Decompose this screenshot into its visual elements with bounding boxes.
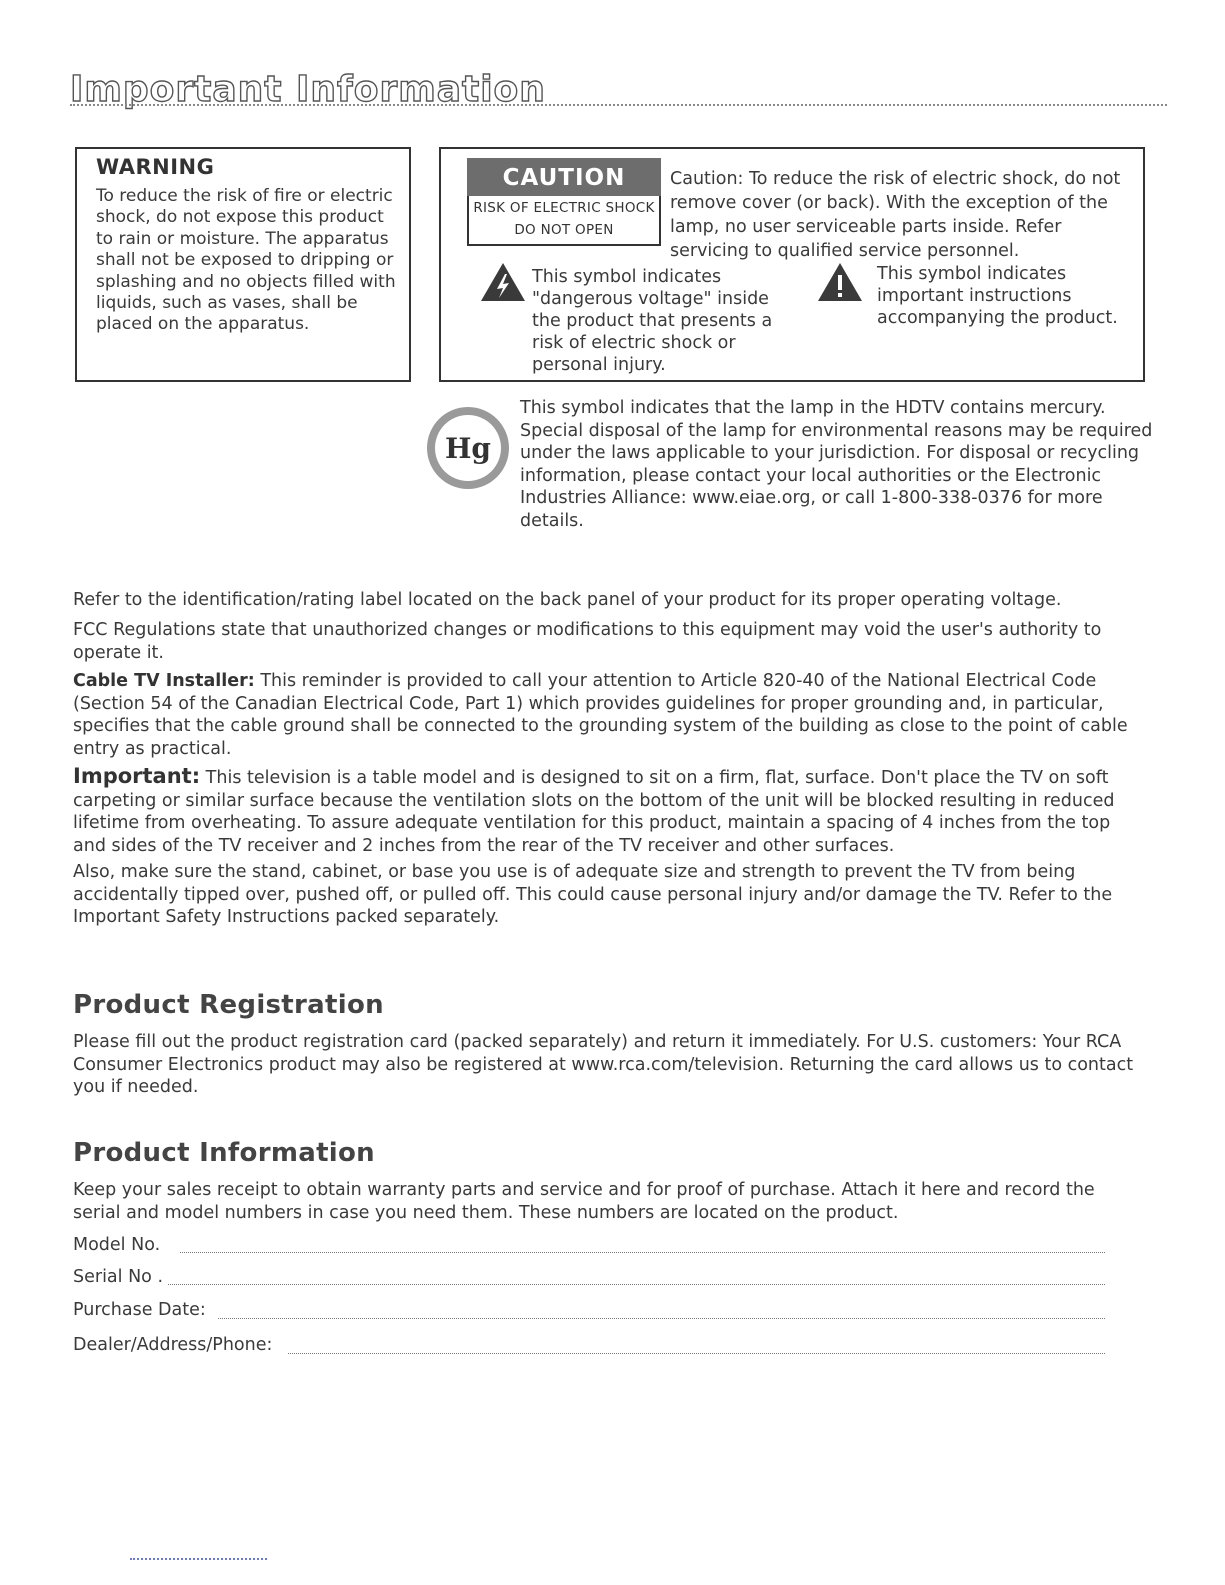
title-divider [70,104,1167,106]
cable-installer-lead: Cable TV Installer: [73,671,255,691]
dealer-label: Dealer/Address/Phone: [73,1335,273,1355]
information-heading: Product Information [73,1138,375,1168]
registration-text: Please fill out the product registration card (packed separately) and return it immediately. For U.S. customers: Your RCA Consumer Electronics product may also be registered at www.rca.com/television. Returning the card allows us to contact you if needed. [73,1032,1134,1098]
caution-open-line: DO NOT OPEN [514,222,614,238]
information-text: Keep your sales receipt to obtain warranty parts and service and for proof of purchase. Attach it here and record the serial and model numbers in case you need them. These numbers are located on the product. [73,1180,1095,1223]
stand-paragraph: Also, make sure the stand, cabinet, or base you use is of adequate size and strength to prevent the TV from being accidentally tipped over, pushed off, or pulled off. This could cause personal injury and/or damage the TV. Refer to the Important Safety Instructions packed separately. [73,862,1113,928]
footer-divider [130,1558,267,1560]
cable-installer-paragraph [73,670,1143,760]
model-number-label: Model No. [73,1235,161,1255]
important-paragraph [73,765,1143,857]
caution-risk-line: RISK OF ELECTRIC SHOCK [473,200,655,216]
important-text: This television is a table model and is designed to sit on a firm, flat, surface. Don't place the TV on soft carpeting or similar surface because the ventilation slots on the bottom of the unit will be blocked resulting in reduced lifetime from overheating. To assure adequate ventilation for this product, maintain a spacing of 4 inches from the top and sides of the TV receiver and 2 inches from the rear of the TV receiver and other surfaces. [73,768,1115,856]
serial-number-line [168,1284,1105,1285]
purchase-date-label: Purchase Date: [73,1300,206,1320]
registration-heading: Product Registration [73,990,384,1020]
warning-title: WARNING [96,155,215,179]
fcc-paragraph: FCC Regulations state that unauthorized changes or modifications to this equipment may void the user's authority to operate it. [73,620,1102,663]
mercury-text: This symbol indicates that the lamp in the HDTV contains mercury. Special disposal of the lamp for environmental reasons may be required under the laws applicable to your jurisdiction. For disposal or recycling information, please contact your local authorities or the Electronic Industries Alliance: www.eiae.org, or call 1-800-338-0376 for more details. [520,398,1153,531]
hg-symbol-text: Hg [444,432,492,465]
page-title: Important Information [70,69,546,110]
dealer-line [288,1353,1105,1354]
model-number-line [180,1252,1105,1253]
mercury-hg-icon [425,405,511,491]
serial-number-label: Serial No . [73,1267,164,1287]
instructions-symbol-text: This symbol indicates important instructions accompanying the product. [877,264,1118,328]
purchase-date-line [218,1318,1105,1319]
rating-paragraph: Refer to the identification/rating label located on the back panel of your product for its proper operating voltage. [73,590,1062,610]
cable-installer-text: This reminder is provided to call your attention to Article 820-40 of the National Electrical Code (Section 54 of the Canadian Electrical Code, Part 1) which provides guidelines for proper grounding and, in particular, specifies that the cable ground shall be connected to the grounding system of the building as close to the point of cable entry as practical. [73,671,1128,759]
caution-label: CAUTION [467,158,661,196]
exclamation-warning-icon [817,262,863,302]
important-lead: Important: [73,764,201,788]
caution-text: Caution: To reduce the risk of electric shock, do not remove cover (or back). With the exception of the lamp, no user serviceable parts inside. Refer servicing to qualified service personnel. [670,169,1121,261]
lightning-warning-icon [480,262,526,302]
voltage-symbol-text: This symbol indicates "dangerous voltage" inside the product that presents a risk of electric shock or personal injury. [532,267,773,375]
warning-text: To reduce the risk of fire or electric shock, do not expose this product to rain or moisture. The apparatus shall not be exposed to dripping or splashing and no objects filled with liquids, such as vases, shall be placed on the apparatus. [96,186,396,335]
